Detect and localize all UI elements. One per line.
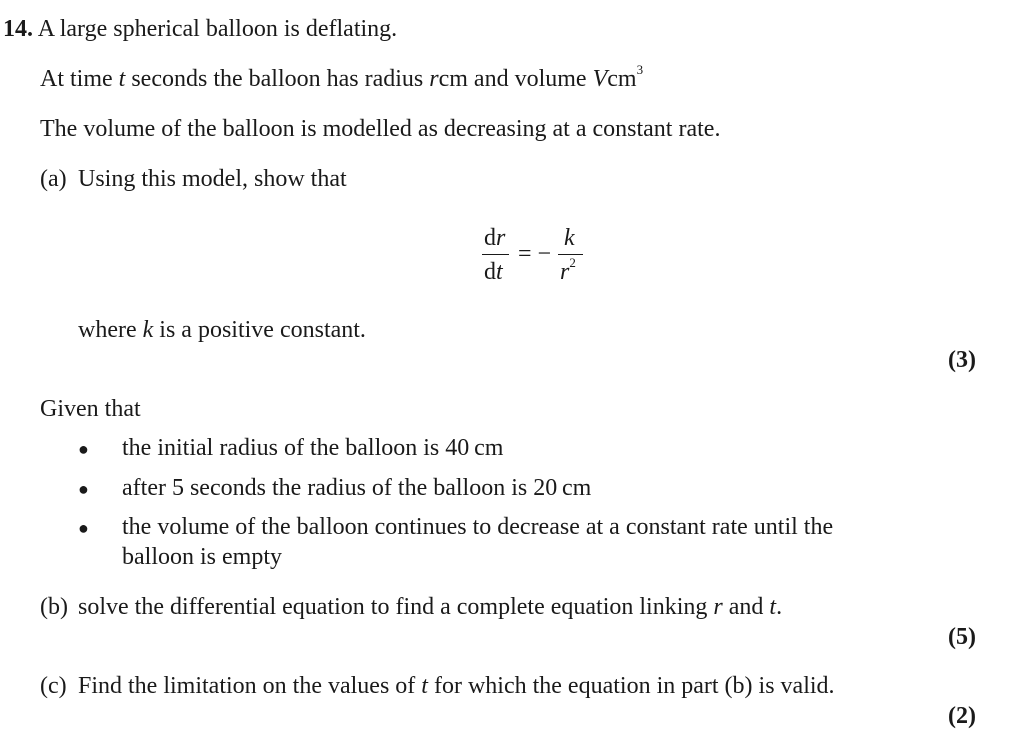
part-b-label: (b): [40, 594, 68, 620]
setup-part: cm and volume: [438, 66, 593, 92]
unit-cm: cm: [607, 66, 637, 92]
part-b-text: [78, 592, 782, 622]
part-b-text-part: and: [722, 594, 770, 620]
given-item: the initial radius of the balloon is 40 cm: [122, 435, 504, 461]
part-c-label: (c): [40, 673, 67, 699]
var-k: k: [142, 317, 154, 343]
lhs-denominator: [484, 258, 503, 286]
part-a-where: [78, 315, 366, 345]
bullet-icon: ●: [78, 479, 89, 499]
given-heading: Given that: [40, 396, 141, 422]
var-t: t: [421, 673, 428, 699]
given-item: after 5 seconds the radius of the balloon is 20 cm: [122, 475, 592, 501]
var-v: V: [592, 66, 608, 92]
unit-exponent: 3: [636, 62, 644, 77]
d-symbol: d: [484, 259, 496, 285]
exponent: 2: [569, 255, 576, 270]
var-r: r: [713, 594, 723, 620]
var-t: t: [769, 594, 777, 620]
part-b-text-part: solve the differential equation to find a complete equation linking: [78, 594, 714, 620]
part-c-marks: (2): [948, 703, 976, 729]
setup-part: At time: [40, 66, 119, 92]
question-header: [3, 14, 397, 44]
var-r: r: [429, 66, 439, 92]
setup-part: seconds the balloon has radius: [125, 66, 430, 92]
equals-minus: = −: [518, 241, 552, 267]
part-a-text: Using this model, show that: [78, 166, 347, 192]
part-c-text-part: for which the equation in part (b) is valid.: [427, 673, 835, 699]
bullet-icon: ●: [78, 439, 89, 459]
model-statement: The volume of the balloon is modelled as decreasing at a constant rate.: [40, 116, 721, 142]
var-t: t: [496, 259, 503, 285]
given-item-continued: balloon is empty: [122, 544, 282, 570]
d-symbol: d: [484, 225, 496, 251]
question-number: 14.: [3, 16, 33, 42]
part-c-text-part: Find the limitation on the values of: [78, 673, 422, 699]
bullet-icon: ●: [78, 518, 89, 538]
where-text: is a positive constant.: [153, 317, 366, 343]
part-b-marks: (5): [948, 624, 976, 650]
where-text: where: [78, 317, 143, 343]
question-intro: A large spherical balloon is deflating.: [37, 16, 398, 42]
setup-text: [40, 64, 643, 94]
var-t: t: [118, 66, 126, 92]
lhs-numerator: [484, 224, 505, 252]
var-r: r: [496, 225, 506, 251]
rhs-numerator: k: [564, 225, 575, 251]
part-a-label: (a): [40, 166, 67, 192]
part-a-marks: (3): [948, 347, 976, 373]
lhs-fraction-bar: [482, 254, 509, 255]
rhs-denominator: [560, 255, 576, 286]
part-b-text-part: .: [776, 594, 783, 620]
part-c-text: [78, 671, 835, 701]
given-item: the volume of the balloon continues to decrease at a constant rate until the: [122, 514, 834, 540]
var-r: r: [560, 259, 570, 285]
